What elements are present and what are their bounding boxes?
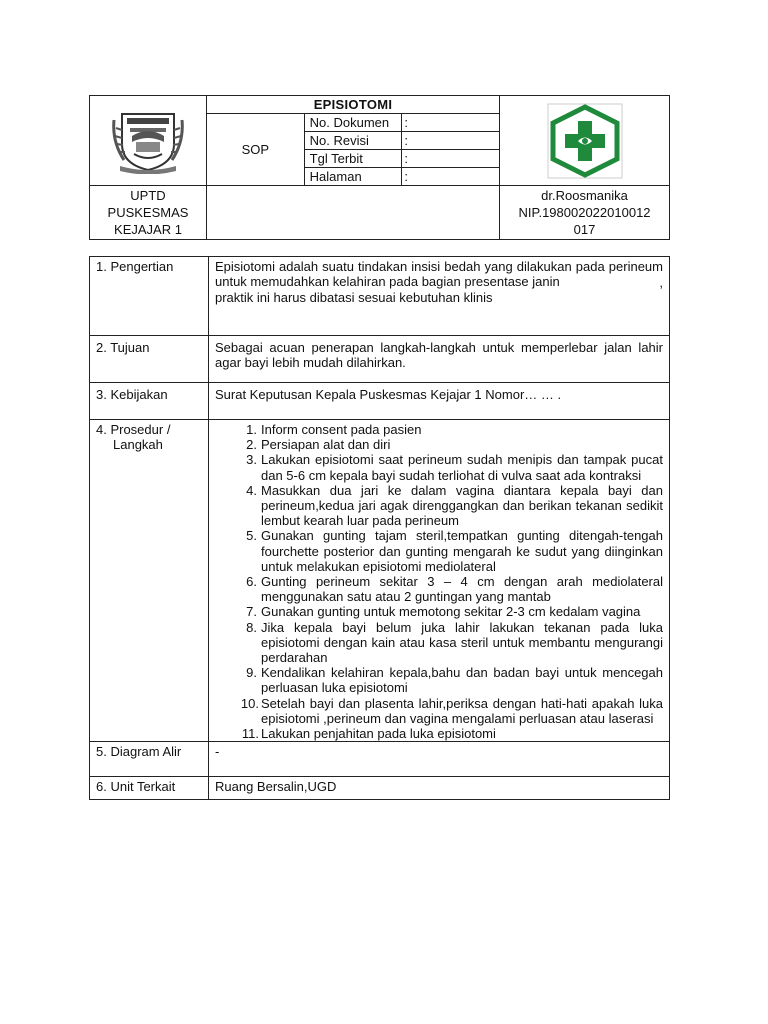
pengertian-comma: , — [659, 274, 663, 290]
header-blank-cell — [207, 186, 500, 240]
label-diagram-alir: 5. Diagram Alir — [90, 742, 209, 777]
pengertian-line-2: praktik ini harus dibatasi sesuai kebutuhan klinis — [215, 289, 493, 305]
procedure-step-5: 5. Gunakan gunting tajam steril,tempatkan gunting ditengah-tengah fourchette posterior dan gunting mengarah ke sudut yang diinginkan untuk melakukan episiotomi mediolateral — [246, 528, 663, 574]
procedure-step-6: 6. Gunting perineum sekitar 3 – 4 cm dengan arah mediolateral menggunakan satu atau 2 guntingan yang mantab — [246, 574, 663, 605]
meta-value-halaman: : — [402, 168, 500, 186]
signer-nip: NIP.198002022010012 — [518, 205, 651, 220]
meta-label-no-dokumen: No. Dokumen — [304, 114, 402, 132]
label-unit-terkait: 6. Unit Terkait — [90, 777, 209, 799]
content-prosedur — [209, 420, 670, 742]
meta-label-halaman: Halaman — [304, 168, 402, 186]
puskesmas-logo-cell — [500, 96, 670, 186]
label-kebijakan: 3. Kebijakan — [90, 383, 209, 420]
procedure-step-10: 10. Setelah bayi dan plasenta lahir,periksa dengan hati-hati apakah luka episiotomi ,perineum dan vagina mengalami perluasan atau laserasi — [240, 695, 663, 726]
content-diagram-alir: - — [209, 742, 670, 777]
unit-line-1: UPTD — [130, 188, 166, 203]
content-tujuan: Sebagai acuan penerapan langkah-langkah untuk memperlebar jalan lahir agar bayi lebih mudah dilahirkan. — [209, 336, 670, 383]
label-tujuan: 2. Tujuan — [90, 336, 209, 383]
signer-cell — [500, 186, 670, 240]
procedure-step-4: 4. Masukkan dua jari ke dalam vagina diantara kepala bayi dan perineum,kedua jari agak direnggangkan dan berikan tekanan sedikit lembut kearah luar pada perineum — [246, 482, 663, 529]
row-diagram-alir — [90, 742, 670, 777]
row-prosedur — [90, 420, 670, 742]
row-pengertian — [90, 257, 670, 336]
row-unit-terkait — [90, 777, 670, 799]
sop-header-table — [89, 95, 670, 240]
procedure-step-8: 8. Jika kepala bayi belum juka lahir lakukan tekanan pada luka episiotomi dengan kain atau kasa steril untuk membantu mengurangi perdarahan — [246, 619, 663, 666]
label-prosedur-line-1: 4. Prosedur / — [96, 422, 171, 437]
signer-name: dr.Roosmanika — [541, 188, 628, 203]
unit-line-3: KEJAJAR 1 — [114, 222, 182, 237]
row-kebijakan — [90, 383, 670, 420]
signer-nip-cont: 017 — [573, 222, 596, 237]
regency-logo-cell — [90, 96, 207, 186]
content-pengertian — [209, 257, 670, 336]
regency-emblem-icon — [110, 108, 186, 174]
procedure-step-1: 1. Inform consent pada pasien — [246, 422, 422, 437]
procedure-step-11: 11. Lakukan penjahitan pada luka episiotomi — [241, 726, 496, 742]
procedure-steps-list — [215, 422, 663, 741]
row-tujuan — [90, 336, 670, 383]
meta-label-no-revisi: No. Revisi — [304, 132, 402, 150]
content-unit-terkait: Ruang Bersalin,UGD — [209, 777, 670, 799]
sop-body-table — [89, 256, 670, 800]
label-pengertian: 1. Pengertian — [90, 257, 209, 336]
procedure-step-7: 7. Gunakan gunting untuk memotong sekitar 2-3 cm kedalam vagina — [246, 604, 641, 620]
unit-line-2: PUSKESMAS — [107, 205, 189, 220]
meta-value-no-dokumen: : — [402, 114, 500, 132]
sop-label: SOP — [207, 114, 305, 186]
meta-label-tgl-terbit: Tgl Terbit — [304, 150, 402, 168]
label-prosedur — [90, 420, 209, 742]
content-kebijakan: Surat Keputusan Kepala Puskesmas Kejajar 1 Nomor… … . — [209, 383, 670, 420]
unit-name-cell — [90, 186, 207, 240]
pengertian-line-1: Episiotomi adalah suatu tindakan insisi bedah yang dilakukan pada perineum untuk memudahkan kelahiran pada bagian presentase janin — [215, 259, 663, 290]
meta-value-no-revisi: : — [402, 132, 500, 150]
label-prosedur-line-2: Langkah — [113, 437, 163, 453]
procedure-step-3: 3. Lakukan episiotomi saat perineum sudah menipis dan tampak pucat dan 5-6 cm kepala bayi sudah terliohat di vulva saat ada kontraksi — [246, 452, 663, 483]
procedure-step-2: 2. Persiapan alat dan diri — [246, 437, 391, 453]
puskesmas-cross-icon — [547, 103, 623, 179]
document-title: EPISIOTOMI — [207, 96, 500, 114]
procedure-step-9: 9. Kendalikan kelahiran kepala,bahu dan badan bayi untuk mencegah perluasan luka episiotomi — [246, 665, 663, 696]
meta-value-tgl-terbit: : — [402, 150, 500, 168]
